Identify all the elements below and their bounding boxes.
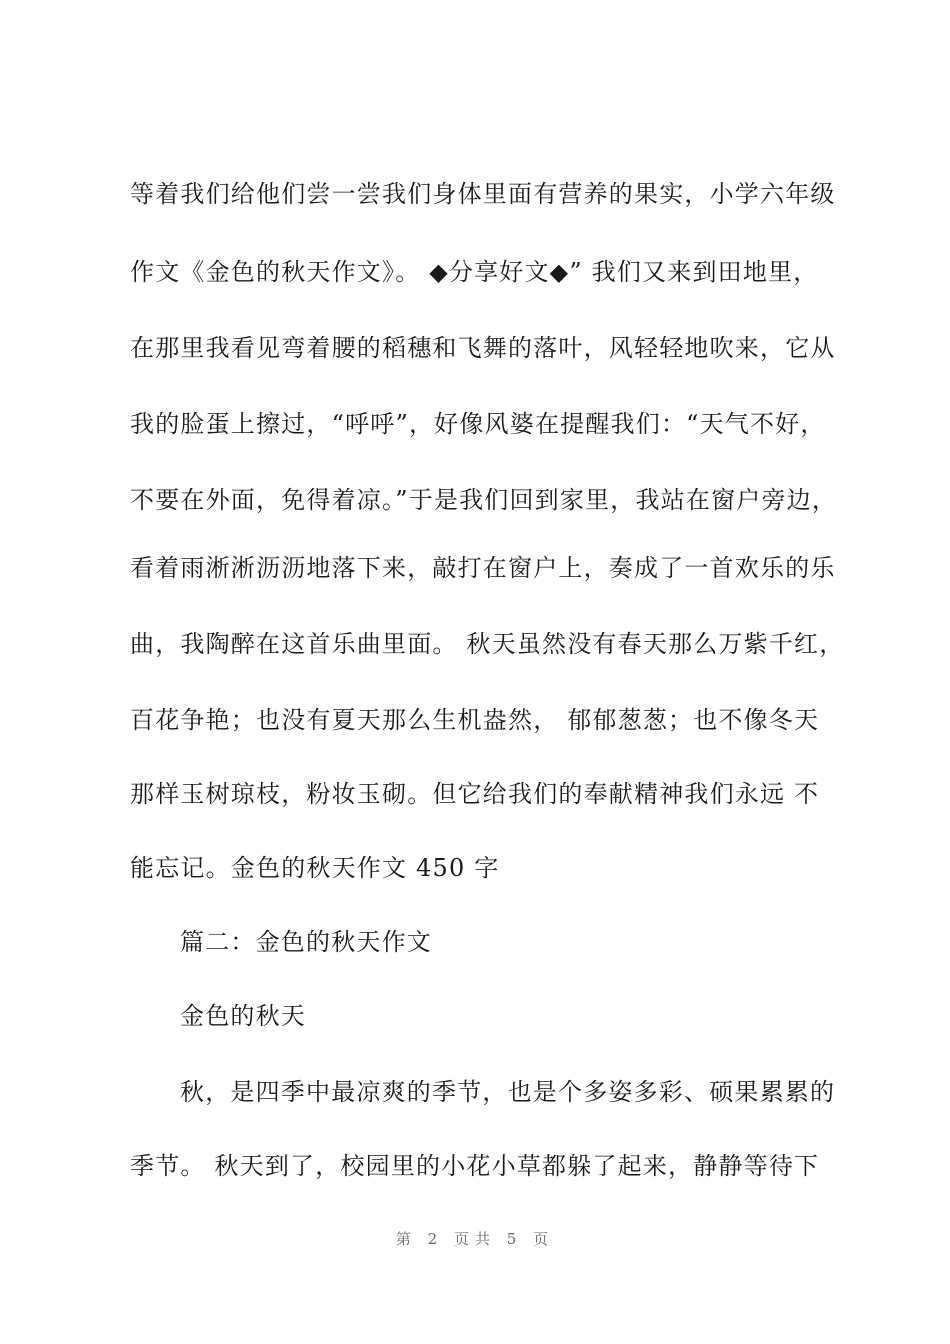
text-line: 曲，我陶醉在这首乐曲里面。 秋天虽然没有春天那么万紫千红， (130, 630, 845, 658)
page-number: 第 2 页共 5 页 (395, 1230, 555, 1248)
text-line: 季节。 秋天到了，校园里的小花小草都躲了起来，静静等待下 (130, 1152, 820, 1180)
section-heading: 篇二：金色的秋天作文 (180, 928, 432, 956)
text-line: 那样玉树琼枝，粉妆玉砌。但它给我们的奉献精神我们永远 不 (130, 780, 820, 808)
text-line: 在那里我看见弯着腰的稻穗和飞舞的落叶，风轻轻地吹来，它从 (130, 334, 836, 362)
text-line: 不要在外面，免得着凉。”于是我们回到家里，我站在窗户旁边， (130, 486, 838, 514)
essay-title: 金色的秋天 (180, 1002, 306, 1030)
text-line: 作文《金色的秋天作文》。 ◆分享好文◆” 我们又来到田地里， (130, 258, 819, 286)
text-line: 我的脸蛋上擦过，“呼呼”，好像风婆在提醒我们：“天气不好， (130, 410, 826, 438)
text-line: 能忘记。金色的秋天作文 450 字 (130, 854, 500, 882)
text-line: 等着我们给他们尝一尝我们身体里面有营养的果实，小学六年级 (130, 180, 836, 208)
text-line: 百花争艳；也没有夏天那么生机盎然， 郁郁葱葱；也不像冬天 (130, 706, 820, 734)
text-line: 看着雨淅淅沥沥地落下来，敲打在窗户上，奏成了一首欢乐的乐 (130, 554, 836, 582)
text-line: 秋，是四季中最凉爽的季节，也是个多姿多彩、硕果累累的 (180, 1078, 836, 1106)
